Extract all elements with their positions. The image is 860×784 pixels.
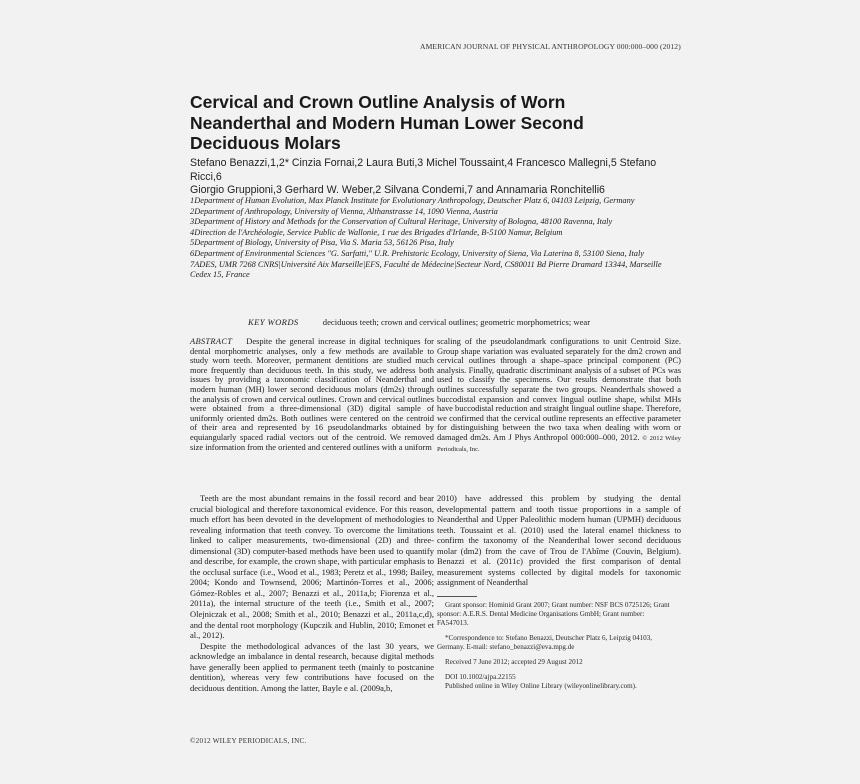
article-title: Cervical and Crown Outline Analysis of Worn Neanderthal and Modern Human Lower Second Deciduous Molars <box>190 92 584 153</box>
authors-line-2: Giorgio Gruppioni,3 Gerhard W. Weber,2 Silvana Condemi,7 and Annamaria Ronchitelli6 <box>190 184 605 196</box>
affiliation-5: 5Department of Biology, University of Pisa, Via S. Maria 53, 56126 Pisa, Italy <box>190 238 454 248</box>
footnote-doi: DOI 10.1002/ajpa.22155 <box>445 673 516 681</box>
affiliation-6: 6Department of Environmental Sciences "G. Sarfatti," U.R. Prehistoric Ecology, University of Siena, Via Laterina 8, 53100 Siena, Italy <box>190 248 645 258</box>
footnote-received: Received 7 June 2012; accepted 29 August 2012 <box>445 658 583 666</box>
abstract-text-right: scaling of the pseudolandmark configurations to unit Centroid Size. Group shape variation was evaluated separately for the dm2 crown and cervical outlines through a shape–space principal component (PC) analysis. Finally, quadratic discriminant analysis of a subset of PCs was used to classify the specimens. Our results demonstrate that both outlines successfully separate the two groups. Neanderthals showed a buccodistal expansion and convex lingual outline shape, whilst MHs have buccodistal reduction and straight lingual outline shape. Therefore, we confirmed that the cervical outline represents an effective parameter for distinguishing between the two taxa when dealing with worn or damaged dm2s. Am J Phys Anthropol 000:000–000, 2012. <box>437 336 681 442</box>
body-right-column <box>437 493 681 588</box>
body-paragraph: Despite the methodological advances of the last 30 years, we acknowledge an imbalance in dental research, because digital methods have generally been applied to permanent teeth (mainly to postcanine dentition), whereas very few contributions have focused on the deciduous dentition. Among the latter, Bayle e al. (2009a,b, <box>190 640 434 693</box>
affiliation-4: 4Direction de l'Archéologie, Service Public de Wallonie, 1 rue des Brigades d'Irlande, B-5100 Namur, Belgium <box>190 227 563 237</box>
author-list <box>190 157 680 198</box>
keywords-label: KEY WORDS <box>248 317 299 327</box>
keywords-text: deciduous teeth; crown and cervical outlines; geometric morphometrics; wear <box>322 317 591 327</box>
abstract-label: ABSTRACT <box>190 336 233 346</box>
copyright-notice: ©2012 WILEY PERIODICALS, INC. <box>190 737 307 745</box>
body-left-column <box>190 493 434 693</box>
affiliations <box>190 196 675 281</box>
abstract-copyright: © 2012 Wiley Periodicals, Inc. <box>437 434 681 453</box>
authors-line-1: Stefano Benazzi,1,2* Cinzia Fornai,2 Laura Buti,3 Michel Toussaint,4 Francesco Mallegni,5 Stefano Ricci,6 <box>190 157 657 183</box>
running-head: AMERICAN JOURNAL OF PHYSICAL ANTHROPOLOGY 000:000–000 (2012) <box>420 42 681 51</box>
affiliation-1: 1Department of Human Evolution, Max Planck Institute for Evolutionary Anthropology, Deutscher Platz 6, 04103 Leipzig, Germany <box>190 196 635 205</box>
abstract-left-column <box>190 337 434 452</box>
footnote-grants: Grant sponsor: Hominid Grant 2007; Grant number: NSF BCS 0725126; Grant sponsor: A.E.R.S. Dental Medicine Organisations GmbH; Grant number: FA547013. <box>437 601 670 627</box>
body-paragraph: 2010) have addressed this problem by studying the dental developmental pattern and tooth tissue proportions in a sample of Neanderthal and Upper Paleolithic modern human (UPMH) deciduous teeth. Toussaint et al. (2010) used the lateral enamel thickness to confirm the taxonomy of the Neanderthal lower second deciduous molar (dm2) from the cave of Trou de l'Abîme (Couvin, Belgium). Benazzi et al. (2011c) provided the first comparison of dental measurement systems collected by digital models for taxonomic assignment of Neanderthal <box>437 493 681 588</box>
footnote-divider <box>437 596 477 597</box>
affiliation-2: 2Department of Anthropology, University of Vienna, Althanstrasse 14, 1090 Vienna, Austria <box>190 206 498 216</box>
abstract-right-column <box>437 337 681 454</box>
abstract-text-left: Despite the general increase in digital techniques for dental morphometric analyses, only a few methods are available to study worn teeth. Moreover, permanent dentitions are studied much more frequently than deciduous teeth. In this study, we address both issues by providing a taxonomic classification of Neanderthal and modern human (MH) lower second deciduous molars (dm2s) through the analysis of crown and cervical outlines. Crown and cervical outlines were obtained from a three-dimensional (3D) digital sample of uniformly oriented dm2s. Both outlines were centered on the centroid of their area and represented by 16 pseudolandmarks obtained by equiangularly spaced radial vectors out of the centroid. We removed size information from the oriented and centered outlines with a uniform <box>190 336 434 452</box>
footnotes <box>437 601 677 691</box>
body-paragraph: Teeth are the most abundant remains in the fossil record and bear crucial biological and therefore taxonomical evidence. For this reason, much effort has been devoted in the development of methodologies to revealing information that teeth convey. To overcome the limitations linked to caliper measurements, two-dimensional (2D) and three-dimensional (3D) computer-based methods have been used to quantify and describe, for example, the crown shape, with particular emphasis to the occlusal surface (i.e., Wood et al., 1983; Peretz et al., 1998; Bailey, 2004; Kondo and Townsend, 2006; Martinón-Torres et al., 2006; Gómez-Robles et al., 2007; Benazzi et al., 2011a,b; Fiorenza et al., 2011a), the internal structure of the teeth (i.e., Smith et al., 2007; Olejniczak et al., 2008; Smith et al., 2010; Benazzi et al., 2011a,c,d), and the dental root morphology (Kupczik and Hublin, 2010; Emonet et al., 2012). <box>190 493 434 641</box>
footnote-correspondence: *Correspondence to: Stefano Benazzi, Deutscher Platz 6, Leipzig 04103, Germany. E-mail: stefano_benazzi@eva.mpg.de <box>437 634 653 651</box>
affiliation-3: 3Department of History and Methods for the Conservation of Cultural Heritage, University of Bologna, 48100 Ravenna, Italy <box>190 217 613 227</box>
footnote-published: Published online in Wiley Online Library (wileyonlinelibrary.com). <box>445 682 637 690</box>
keywords <box>248 317 688 327</box>
affiliation-7: 7ADES, UMR 7268 CNRS|Université Aix Marseille|EFS, Faculté de Médecine|Secteur Nord, CS80011 Bd Pierre Dramard 13344, Marseille Cedex 15, France <box>190 259 662 280</box>
